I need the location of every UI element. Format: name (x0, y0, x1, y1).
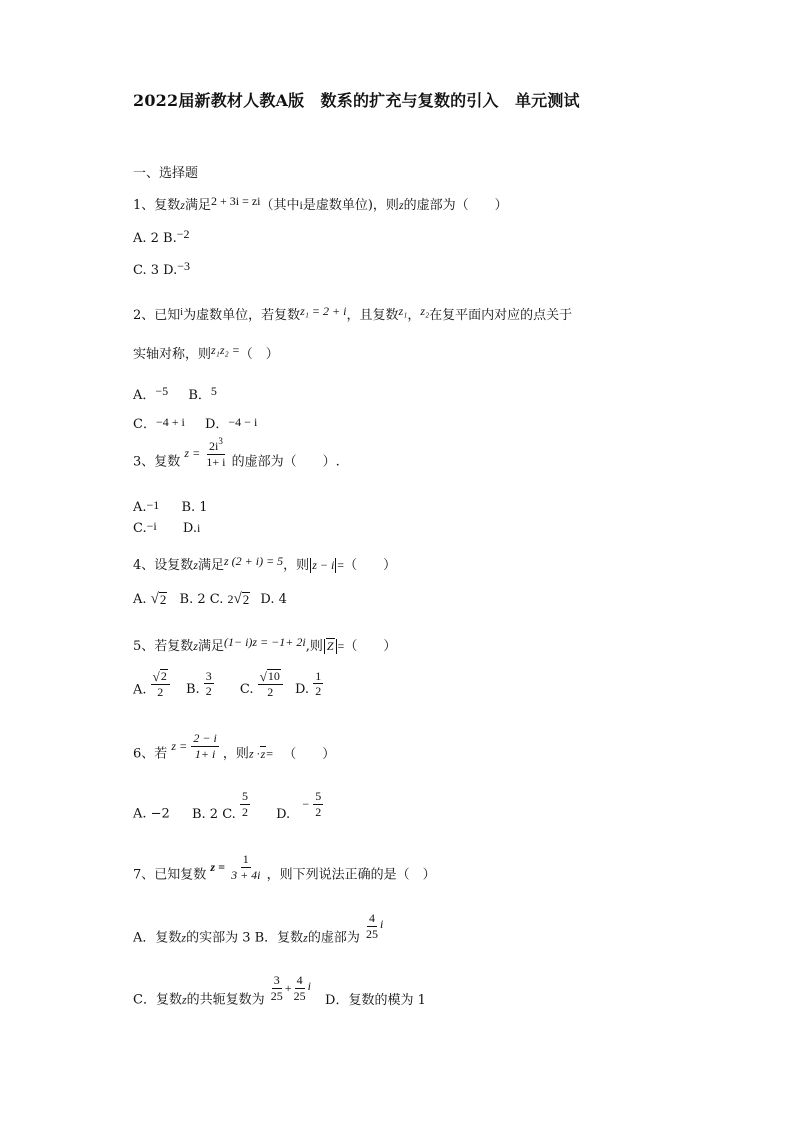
fraction-1-over-3plus4i: $\frac{1}{3 + 4i}$ (231, 852, 261, 882)
fraction-5-over-2: $\frac{5}{2}$ (241, 789, 248, 819)
fraction-sqrt10-over-2: √ 10 2 (258, 669, 283, 699)
q3-options-cd: C.−i D.i (133, 519, 201, 536)
question-2: 2、已知$^i$为虚数单位，若复数z₁ = 2 + i，且复数z₁，z₂在复平面内对应的点关于 (133, 304, 573, 323)
sqrt-2: √ 2 (233, 591, 250, 608)
fraction-3-over-25: $\frac{3}{25}$ (270, 973, 283, 1003)
math-equation: (1− i)z = −1+ 2i (223, 635, 306, 649)
q5-options: A. √ 2 2 B. $\frac{3}{2}$ C. √ 10 2 D. $\frac{1}{2}$ (133, 668, 322, 700)
fraction-2minusi-over-1plusi: $\frac{2 - i}{1+ i}$ (193, 731, 217, 761)
question-3: 3、复数 z = $\frac{2i^3}{1+ i}$ 的虚部为（ ）. (133, 436, 340, 470)
fraction-4-over-25: $\frac{4}{25}$ (365, 911, 378, 941)
conjugate-z: z (260, 746, 266, 761)
fraction-neg-5-over-2: $\frac{5}{2}$ (315, 789, 322, 819)
fraction-4-over-25: $\frac{4}{25}$ (293, 973, 306, 1003)
question-6: 6、若 z = $\frac{2 - i}{1+ i}$ ，则z ·z= （ ） (133, 731, 336, 762)
math-z1-equation: z₁ = 2 + i (300, 304, 347, 318)
page-title: 2022届新教材人教A版 数系的扩充与复数的引入 单元测试 (133, 91, 580, 110)
conjugate-z: Z (326, 639, 334, 653)
q7-options-cd: C．复数z的共轭复数为 $\frac{3}{25}$ + $\frac{4}{25}$ i D．复数的模为 1 (133, 973, 426, 1008)
question-1: 1、复数z满足2 + 3i = zi（其中i是虚数单位)，则z的虚部为（ ） (133, 194, 508, 213)
fraction-sqrt2-over-2: √ 2 2 (151, 669, 170, 699)
math-equation: z (2 + i) = 5 (223, 554, 284, 568)
question-2-line-2: 实轴对称，则z₁z₂ =（ ） (133, 343, 279, 362)
sqrt-2: √ 2 (150, 591, 167, 608)
q7-options-ab: A．复数z的实部为 3 B．复数z的虚部为 $\frac{4}{25}$ i (133, 911, 384, 946)
section-heading: 一、选择题 (133, 166, 199, 181)
fraction-3-over-2: $\frac{3}{2}$ (205, 668, 212, 699)
q3-options-ab: A.−1 B. 1 (133, 498, 208, 515)
q1-options-ab: A. 2 B.−2 (133, 227, 190, 246)
question-5: 5、若复数z满足(1− i)z = −1+ 2i,则 Z =（ ） (133, 635, 397, 654)
question-4: 4、设复数z满足z (2 + i) = 5，则 z − i =（ ） (133, 554, 397, 573)
q4-options: A. √ 2 B. 2 C. 2 √ 2 D. 4 (133, 591, 287, 608)
math-z: z (180, 198, 185, 212)
q6-options: A. −2 B. 2 C. $\frac{5}{2}$ D. − $\frac{5}{2}$ (133, 789, 322, 822)
q2-options-cd: C．−4 + i D．−4 − i (133, 415, 258, 432)
q2-options-ab: A．−5 B．5 (133, 384, 217, 403)
fraction-2i3-over-1plusi: $\frac{2i^3}{1+ i}$ (206, 436, 226, 469)
fraction-1-over-2: $\frac{1}{2}$ (315, 668, 322, 699)
q1-options-cd: C. 3 D.−3 (133, 259, 191, 278)
question-7: 7、已知复数 z = $\frac{1}{3 + 4i}$ ，则下列说法正确的是（ ） (133, 852, 436, 883)
math-equation: 2 + 3i = zi (210, 194, 261, 208)
